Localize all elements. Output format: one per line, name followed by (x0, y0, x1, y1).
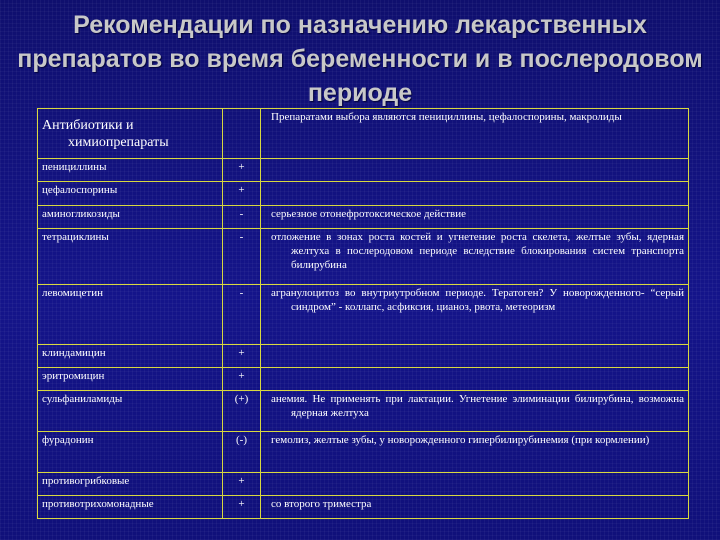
table-header-row (38, 109, 689, 159)
drug-note: серьезное отонефротоксическое действие (261, 206, 689, 229)
drug-note: агранулоцитоз во внутриутробном периоде. Тератоген? У новорожденного- “серый синдром” - коллапс, асфиксия, цианоз, рвота, метеоризм (261, 285, 689, 345)
table-row (38, 182, 689, 206)
recommendation-mark: + (223, 368, 261, 391)
drug-name: клиндамицин (38, 345, 223, 368)
table-row (38, 473, 689, 496)
slide-title: Рекомендации по назначению лекарственных препаратов во время беременности и в послеродовом периоде (17, 11, 703, 107)
recommendation-mark: + (223, 473, 261, 496)
recommendation-mark: + (223, 496, 261, 519)
drug-name: эритромицин (38, 368, 223, 391)
recommendation-mark: + (223, 345, 261, 368)
header-category-line2: химиопрепараты (68, 135, 169, 150)
table-row (38, 159, 689, 182)
header-note-cell: Препаратами выбора являются пенициллины, цефалоспорины, макролиды (261, 109, 689, 159)
table-row (38, 391, 689, 432)
drug-note: со второго триместра (261, 496, 689, 519)
recommendation-mark: + (223, 159, 261, 182)
drug-name: сульфаниламиды (38, 391, 223, 432)
table-row (38, 345, 689, 368)
recommendation-mark: - (223, 229, 261, 285)
header-empty-cell (223, 109, 261, 159)
recommendation-mark: + (223, 182, 261, 206)
drug-name: левомицетин (38, 285, 223, 345)
drug-name: фурадонин (38, 432, 223, 473)
drug-note (261, 159, 689, 182)
drug-name: аминогликозиды (38, 206, 223, 229)
table-row (38, 285, 689, 345)
table-row (38, 368, 689, 391)
table-row (38, 206, 689, 229)
recommendation-mark: (+) (223, 391, 261, 432)
header-category-cell (38, 109, 223, 159)
drug-note: анемия. Не применять при лактации. Угнетение элиминации билирубина, возможна ядерная желтуха (261, 391, 689, 432)
drug-note: отложение в зонах роста костей и угнетение роста скелета, желтые зубы, ядерная желтуха в послеродовом периоде вследствие блокирования систем транспорта билирубина (261, 229, 689, 285)
drug-name: тетрациклины (38, 229, 223, 285)
recommendation-mark: (-) (223, 432, 261, 473)
recommendation-mark: - (223, 206, 261, 229)
recommendation-mark: - (223, 285, 261, 345)
drug-note (261, 182, 689, 206)
drug-name: цефалоспорины (38, 182, 223, 206)
drug-name: противотрихомонадные (38, 496, 223, 519)
drug-name: пенициллины (38, 159, 223, 182)
drug-note (261, 345, 689, 368)
header-category-line1: Антибиотики и (42, 118, 134, 133)
table-row (38, 229, 689, 285)
drug-note (261, 368, 689, 391)
drug-note (261, 473, 689, 496)
table-row (38, 432, 689, 473)
drug-recommendations-table (37, 108, 689, 519)
table-row (38, 496, 689, 519)
drug-note: гемолиз, желтые зубы, у новорожденного гипербилирубинемия (при кормлении) (261, 432, 689, 473)
drug-name: противогрибковые (38, 473, 223, 496)
